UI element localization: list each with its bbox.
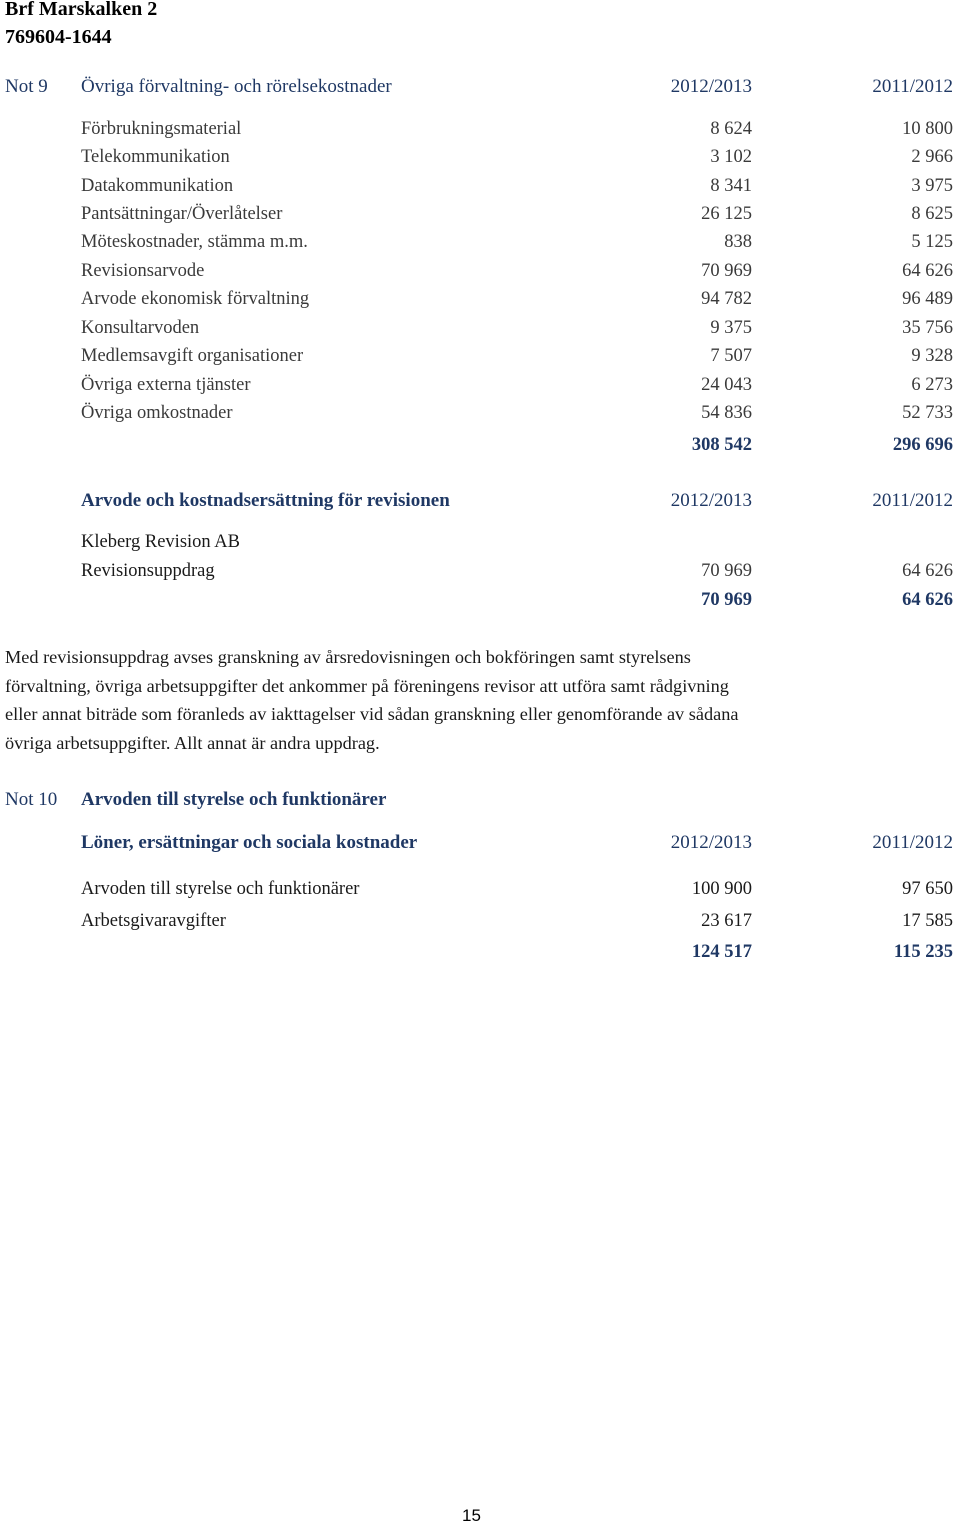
page-number: 15 xyxy=(462,1506,481,1525)
note9-row-label: Datakommunikation xyxy=(81,176,234,196)
note10-row-label: Arbetsgivaravgifter xyxy=(81,911,226,931)
note10-label: Not 10 xyxy=(5,789,58,810)
note9-row-label: Pantsättningar/Överlåtelser xyxy=(81,204,283,224)
note9-row-v2: 5 125 xyxy=(911,232,953,252)
audit-col1-header: 2012/2013 xyxy=(670,490,752,511)
note9-row-v1: 3 102 xyxy=(710,147,752,167)
audit-title: Arvode och kostnadsersättning för revisionen xyxy=(81,490,450,511)
note9-title: Övriga förvaltning- och rörelsekostnader xyxy=(81,76,392,97)
note9-row-v2: 96 489 xyxy=(902,289,953,309)
note9-row-v2: 64 626 xyxy=(902,261,953,281)
note9-row-v2: 9 328 xyxy=(911,346,953,366)
note10-row-v2: 97 650 xyxy=(902,879,953,899)
note9-col2-header: 2011/2012 xyxy=(872,76,953,97)
note9-row-v1: 9 375 xyxy=(710,318,752,338)
note9-row-label: Telekommunikation xyxy=(81,147,230,167)
audit-row-v2: 64 626 xyxy=(902,561,953,581)
note9-row-v1: 838 xyxy=(724,232,752,252)
note9-row-v1: 7 507 xyxy=(710,346,752,366)
org-number: 769604-1644 xyxy=(5,26,112,48)
paragraph-line: Med revisionsuppdrag avses granskning av årsredovisningen och bokföringen samt styrelsens xyxy=(5,647,691,667)
note10-row-label: Arvoden till styrelse och funktionärer xyxy=(81,879,360,899)
note10-total-col2: 115 235 xyxy=(893,942,953,962)
note10-row-v1: 23 617 xyxy=(701,911,752,931)
audit-total-col2: 64 626 xyxy=(902,590,953,610)
note10-col2-header: 2011/2012 xyxy=(872,832,953,853)
note9-row-label: Konsultarvoden xyxy=(81,318,200,338)
audit-row-label: Revisionsuppdrag xyxy=(81,561,215,581)
note9-row-label: Förbrukningsmaterial xyxy=(81,119,242,139)
note10-title: Arvoden till styrelse och funktionärer xyxy=(81,789,387,810)
paragraph-line: förvaltning, övriga arbetsuppgifter det ankommer på föreningens revisor att utföra samt rådgivning xyxy=(5,675,729,696)
note10-total-col1: 124 517 xyxy=(691,942,752,962)
note9-row-v1: 8 341 xyxy=(710,176,752,196)
note9-row-v1: 24 043 xyxy=(701,375,752,395)
auditor-name: Kleberg Revision AB xyxy=(81,532,240,552)
note9-row-label: Övriga omkostnader xyxy=(81,403,233,423)
audit-explanation-paragraph xyxy=(5,643,885,757)
audit-total-col1: 70 969 xyxy=(701,590,752,610)
note9-total-col2: 296 696 xyxy=(892,435,953,455)
note10-row-v2: 17 585 xyxy=(902,911,953,931)
note9-row-label: Möteskostnader, stämma m.m. xyxy=(81,232,308,252)
note9-row-v1: 8 624 xyxy=(710,119,752,139)
note10-subtitle: Löner, ersättningar och sociala kostnader xyxy=(81,832,418,853)
note10-row-v1: 100 900 xyxy=(691,879,752,899)
note9-row-label: Medlemsavgift organisationer xyxy=(81,346,304,366)
note9-row-v2: 35 756 xyxy=(902,318,953,338)
paragraph-line: eller annat biträde som föranleds av iakttagelser vid sådan granskning eller genomförande av sådana xyxy=(5,704,739,724)
note9-row-v1: 54 836 xyxy=(701,403,752,423)
paragraph-line: övriga arbetsuppgifter. Allt annat är andra uppdrag. xyxy=(5,732,380,753)
note9-label: Not 9 xyxy=(5,76,48,97)
note10-col1-header: 2012/2013 xyxy=(670,832,752,853)
note9-row-v2: 2 966 xyxy=(911,147,953,167)
note9-row-v1: 26 125 xyxy=(701,204,752,224)
note9-row-label: Revisionsarvode xyxy=(81,261,205,281)
note9-row-v2: 3 975 xyxy=(911,176,953,196)
note9-row-v2: 52 733 xyxy=(902,403,953,423)
note9-row-v2: 6 273 xyxy=(911,375,953,395)
note9-row-v1: 70 969 xyxy=(701,261,752,281)
audit-row-v1: 70 969 xyxy=(701,561,752,581)
note9-row-v2: 10 800 xyxy=(902,119,953,139)
note9-row-label: Arvode ekonomisk förvaltning xyxy=(81,289,310,309)
note9-row-v1: 94 782 xyxy=(701,289,752,309)
org-name: Brf Marskalken 2 xyxy=(5,0,158,20)
audit-col2-header: 2011/2012 xyxy=(872,490,953,511)
note9-row-label: Övriga externa tjänster xyxy=(81,375,251,395)
note9-col1-header: 2012/2013 xyxy=(670,76,752,97)
note9-total-col1: 308 542 xyxy=(691,435,752,455)
note9-row-v2: 8 625 xyxy=(911,204,953,224)
